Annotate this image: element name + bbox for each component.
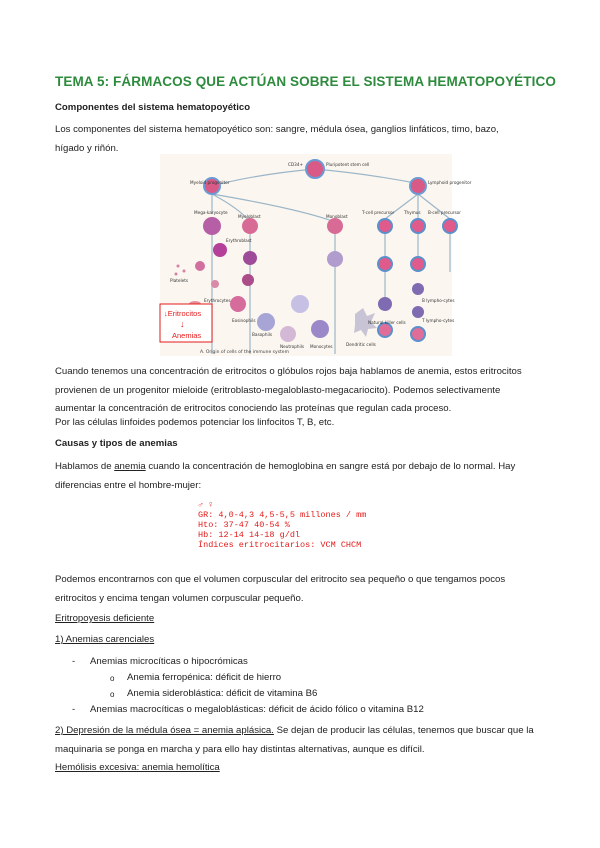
heading-aplasica: 2) Depresión de la médula ósea = anemia aplásica. <box>55 725 274 736</box>
label-monoblast: Monoblast <box>326 214 348 219</box>
hematopoiesis-figure <box>160 154 472 356</box>
label-thymus: Thymus <box>404 210 421 215</box>
label-eosinophils: Eosinophils <box>232 318 256 323</box>
label-neutrophils: Neutrophils <box>280 344 305 349</box>
table-row-hb: Hb: 12-14 14-18 g/dl <box>198 530 301 540</box>
paragraph-aplasica: 2) Depresión de la médula ósea = anemia aplásica. Se dejan de producir las células, tenemos que buscar que la maquinaria se ponga en marcha y para ello hay distintas alternativas, aunque es difícil. <box>55 725 534 755</box>
callout-eritrocitos: ↓Eritrocitos <box>164 309 202 318</box>
label-platelets: Platelets <box>170 278 189 283</box>
section-heading-causas: Causas y tipos de anemias <box>55 438 178 449</box>
label-nk: Natural killer cells <box>368 320 406 325</box>
list-subitem-ferropenica: Anemia ferropénica: déficit de hierro <box>127 672 282 683</box>
table-row-indices: Índices eritrocitarios: VCM CHCM <box>198 540 362 550</box>
list-dash-1: - <box>72 656 76 667</box>
callout-arrow-icon: ↓ <box>180 319 185 329</box>
section-heading-componentes: Componentes del sistema hematopoyético <box>55 102 251 113</box>
hemoglobin-reference-table <box>198 500 398 560</box>
label-b-lympho: B lympho-cytes <box>422 298 455 303</box>
figure-caption: A. Origin of cells of the immune system <box>200 350 289 355</box>
heading-hemolisis: Hemólisis excesiva: anemia hemolítica <box>55 762 220 773</box>
label-erythroblast: Erythroblast <box>226 238 252 243</box>
callout-anemias: Anemias <box>172 331 202 340</box>
heading-carenciales: 1) Anemias carenciales <box>55 634 155 645</box>
label-stem-cell: Pluripotent stem cell <box>326 162 370 167</box>
paragraph-definicion-anemia: Hablamos de anemia cuando la concentración de hemoglobina en sangre está por debajo de lo normal. Hay diferencias entre el hombre-mujer: <box>55 461 516 491</box>
label-lymphoid: Lymphoid progenitor <box>428 180 472 185</box>
label-t-lympho: T lympho-cytes <box>422 318 455 323</box>
table-row-header: ♂ ♀ <box>198 500 214 510</box>
label-myeloblast: Myeloblast <box>238 214 261 219</box>
label-tcell-precursor: T-cell precursor <box>362 210 395 215</box>
paragraph-anemia-origen: Cuando tenemos una concentración de eritrocitos o glóbulos rojos baja hablamos de anemia, estos eritrocitos provienen de un progenitor mieloide (eritroblasto-megaloblasto-megacariocito). Podemos selectivamente aumentar la concentración de eritrocitos conociendo las proteínas que regulan cada proceso. <box>55 366 522 414</box>
list-subitem-sideroblastica: Anemia sideroblástica: déficit de vitamina B6 <box>127 688 318 699</box>
label-basophils: Basophils <box>252 332 273 337</box>
list-item-macrociticas: Anemias macrocíticas o megaloblásticas: déficit de ácido fólico o vitamina B12 <box>90 704 424 715</box>
paragraph-volumen-corpuscular: Podemos encontrarnos con que el volumen corpuscular del eritrocito sea pequeño o que tengamos pocos eritrocitos y encima tengan volumen corpuscular pequeño. <box>55 574 506 604</box>
page-title: TEMA 5: FÁRMACOS QUE ACTÚAN SOBRE EL SISTEMA HEMATOPOYÉTICO <box>55 74 556 89</box>
table-row-hto: Hto: 37-47 40-54 % <box>198 520 290 530</box>
label-erythrocytes: Erythrocytes <box>204 298 231 303</box>
bullet-circle-icon: o <box>110 674 115 683</box>
paragraph-componentes: Los componentes del sistema hematopoyético son: sangre, médula ósea, ganglios linfáticos, timo, bazo, hígado y riñón. <box>55 124 499 154</box>
label-bcell-precursor: B-cell precursor <box>428 210 461 215</box>
label-dendritic: Dendritic cells <box>346 342 376 347</box>
bullet-circle-icon: o <box>110 690 115 699</box>
list-item-microciticas: Anemias microcíticas o hipocrómicas <box>90 656 248 667</box>
label-megakaryocyte: Mega-karyocyte <box>194 210 228 215</box>
paragraph-linfoides: Por las células linfoides podemos potenciar los linfocitos T, B, etc. <box>55 417 335 428</box>
label-monocytes: Monocytes <box>310 344 333 349</box>
heading-eritropoyesis: Eritropoyesis deficiente <box>55 613 155 624</box>
label-myeloid: Myeloid progenitor <box>190 180 230 185</box>
anemia-link: anemia <box>114 461 146 472</box>
label-cd34: CD34+ <box>288 162 303 167</box>
table-row-gr: GR: 4,0-4,3 4,5-5,5 millones / mm <box>198 510 367 520</box>
list-dash-2: - <box>72 704 76 715</box>
